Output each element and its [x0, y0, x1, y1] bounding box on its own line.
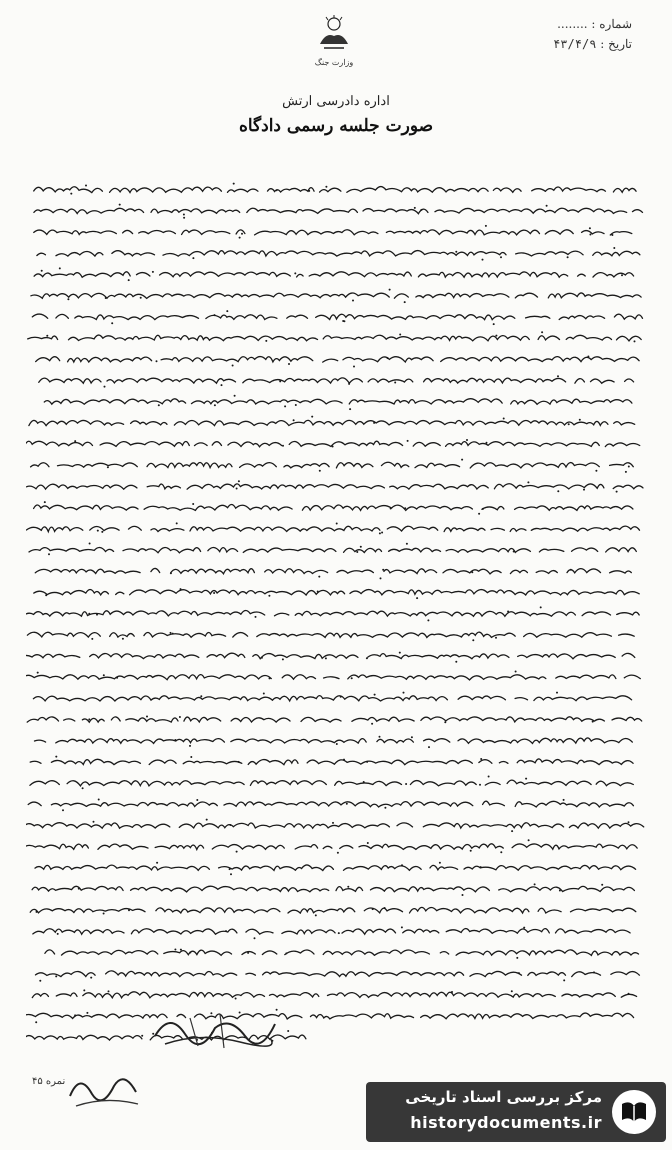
handwriting-dot	[57, 933, 59, 935]
handwritten-line	[33, 929, 630, 935]
handwriting-dot	[592, 721, 594, 723]
handwriting-dot	[486, 442, 488, 444]
lion-sun-emblem-icon	[312, 14, 356, 54]
handwriting-dot	[589, 227, 591, 229]
handwriting-dot	[103, 674, 105, 676]
handwriting-dot	[570, 569, 572, 571]
handwriting-dot	[111, 322, 113, 324]
handwriting-dot	[427, 619, 429, 621]
handwriting-dot	[268, 595, 270, 597]
handwriting-dot	[462, 894, 464, 896]
handwriting-dot	[254, 937, 256, 939]
handwriting-dot	[104, 386, 106, 388]
handwriting-dot	[379, 736, 381, 738]
handwriting-dot	[234, 395, 236, 397]
handwritten-line	[36, 357, 639, 363]
handwriting-dot	[628, 993, 630, 995]
handwriting-dot	[141, 1035, 143, 1037]
handwriting-dot	[265, 340, 267, 342]
handwritten-line	[34, 590, 639, 595]
handwriting-dot	[557, 375, 559, 377]
handwritten-line	[36, 971, 640, 977]
handwriting-dot	[567, 256, 569, 258]
handwriting-dot	[196, 799, 198, 801]
handwriting-dot	[523, 927, 525, 929]
handwriting-dot	[189, 745, 191, 747]
handwritten-line	[35, 950, 639, 956]
handwriting-dot	[601, 884, 603, 886]
ministry-label: وزارت جنگ	[314, 58, 354, 67]
handwriting-dot	[318, 576, 320, 578]
handwriting-dot	[546, 205, 548, 207]
handwriting-dot	[471, 571, 473, 573]
handwriting-dot	[263, 693, 265, 695]
handwriting-dot	[337, 852, 339, 854]
handwriting-dot	[325, 657, 327, 659]
handwriting-dot	[515, 671, 517, 673]
handwriting-dot	[67, 298, 69, 300]
handwriting-dot	[41, 270, 43, 272]
handwriting-dot	[46, 335, 48, 337]
handwriting-dot	[91, 638, 93, 640]
handwriting-dot	[503, 418, 505, 420]
handwriting-dot	[282, 445, 284, 447]
handwriting-dot	[239, 237, 241, 239]
watermark-name: مرکز بررسی اسناد تاریخی	[405, 1088, 602, 1106]
handwriting-dot	[540, 606, 542, 608]
handwriting-dot	[128, 279, 130, 281]
handwritten-line	[30, 780, 633, 786]
handwritten-line	[27, 484, 644, 489]
handwriting-svg	[26, 170, 648, 1060]
handwriting-dot	[96, 614, 98, 616]
handwriting-dot	[360, 546, 362, 548]
handwriting-dot	[269, 677, 271, 679]
handwritten-line	[39, 378, 634, 383]
handwritten-line	[30, 907, 636, 913]
handwriting-dot	[563, 799, 565, 801]
handwriting-dot	[233, 183, 235, 185]
handwriting-dot	[336, 523, 338, 525]
handwritten-line	[27, 632, 634, 637]
handwriting-dot	[225, 930, 227, 932]
handwriting-dot	[332, 822, 334, 824]
handwriting-dot	[189, 952, 191, 954]
handwriting-dot	[176, 522, 178, 524]
handwriting-dot	[332, 446, 334, 448]
handwriting-dot	[97, 530, 99, 532]
handwriting-dot	[394, 382, 396, 384]
handwriting-dot	[285, 952, 287, 954]
handwriting-dot	[119, 204, 121, 206]
handwriting-dot	[366, 761, 368, 763]
handwriting-dot	[340, 696, 342, 698]
handwriting-dot	[295, 404, 297, 406]
handwritten-line	[26, 675, 640, 680]
handwriting-dot	[74, 440, 76, 442]
handwriting-dot	[557, 490, 559, 492]
handwriting-dot	[311, 416, 313, 418]
handwriting-dot	[325, 186, 327, 188]
handwriting-dot	[170, 632, 172, 634]
handwritten-line	[26, 568, 631, 573]
handwritten-line	[26, 335, 641, 341]
handwriting-dot	[366, 657, 368, 659]
handwriting-dot	[507, 611, 509, 613]
handwriting-dot	[356, 551, 358, 553]
handwriting-dot	[363, 781, 365, 783]
handwriting-dot	[338, 932, 340, 934]
handwriting-dot	[230, 873, 232, 875]
handwriting-dot	[461, 459, 463, 461]
handwriting-dot	[287, 1030, 289, 1032]
handwriting-dot	[480, 758, 482, 760]
handwritten-line	[29, 420, 635, 425]
handwriting-dot	[229, 824, 231, 826]
handwriting-dot	[232, 365, 234, 367]
handwriting-dot	[48, 553, 50, 555]
handwriting-dot	[527, 481, 529, 483]
handwriting-dot	[568, 423, 570, 425]
handwriting-dot	[70, 193, 72, 195]
handwriting-dot	[401, 864, 403, 866]
handwriting-dot	[372, 908, 374, 910]
handwriting-dot	[525, 778, 527, 780]
handwriting-dot	[416, 597, 418, 599]
handwritten-body	[26, 170, 648, 1060]
handwriting-dot	[140, 297, 142, 299]
handwriting-dot	[308, 190, 310, 192]
handwriting-dot	[158, 404, 160, 406]
handwriting-dot	[485, 225, 487, 227]
handwriting-dot	[382, 569, 384, 571]
handwriting-dot	[353, 366, 355, 368]
handwritten-line	[33, 696, 631, 701]
handwriting-dot	[88, 718, 90, 720]
handwriting-dot	[180, 588, 182, 590]
watermark-banner	[366, 1082, 666, 1142]
handwriting-dot	[35, 1021, 37, 1023]
handwriting-dot	[405, 783, 407, 785]
handwriting-dot	[403, 692, 405, 694]
handwriting-dot	[579, 419, 581, 421]
handwriting-dot	[44, 501, 46, 503]
handwriting-dot	[613, 247, 615, 249]
handwriting-dot	[587, 356, 589, 358]
handwriting-dot	[146, 716, 148, 718]
handwritten-line	[35, 399, 632, 405]
handwriting-dot	[37, 672, 39, 674]
handwriting-dot	[214, 404, 216, 406]
handwriting-dot	[128, 909, 130, 911]
handwriting-dot	[261, 657, 263, 659]
handwriting-dot	[611, 234, 613, 236]
handwritten-line	[29, 548, 636, 553]
handwriting-dot	[288, 363, 290, 365]
handwriting-dot	[294, 272, 296, 274]
handwriting-dot	[528, 839, 530, 841]
handwriting-dot	[407, 440, 409, 442]
handwriting-dot	[513, 551, 515, 553]
page-number: نمره ۴۵	[32, 1076, 66, 1087]
handwriting-dot	[455, 661, 457, 663]
handwritten-line	[27, 992, 637, 998]
handwritten-line	[30, 759, 633, 765]
handwriting-dot	[559, 890, 561, 892]
handwriting-dot	[293, 419, 295, 421]
handwriting-dot	[625, 471, 627, 473]
handwriting-dot	[86, 1012, 88, 1014]
handwritten-line	[35, 738, 633, 743]
handwritten-line	[31, 293, 641, 298]
handwriting-dot	[621, 274, 623, 276]
handwriting-dot	[495, 637, 497, 639]
handwriting-dot	[444, 721, 446, 723]
handwriting-dot	[347, 886, 349, 888]
handwriting-dot	[389, 289, 391, 291]
handwritten-line	[32, 314, 642, 319]
handwriting-dot	[404, 507, 406, 509]
handwriting-dot	[183, 214, 185, 216]
handwritten-line	[26, 653, 635, 659]
handwriting-dot	[170, 572, 172, 574]
handwritten-line	[26, 526, 639, 531]
handwriting-dot	[279, 380, 281, 382]
handwriting-dot	[384, 907, 386, 909]
handwriting-dot	[595, 470, 597, 472]
handwriting-dot	[82, 787, 84, 789]
handwriting-dot	[55, 756, 57, 758]
handwriting-dot	[179, 716, 181, 718]
handwriting-dot	[190, 756, 192, 758]
handwriting-dot	[500, 256, 502, 258]
handwriting-dot	[406, 543, 408, 545]
handwriting-dot	[511, 990, 513, 992]
handwriting-dot	[39, 980, 41, 982]
handwriting-dot	[180, 949, 182, 951]
book-icon	[610, 1088, 658, 1136]
handwriting-dot	[284, 405, 286, 407]
handwriting-dot	[628, 466, 630, 468]
handwriting-dot	[482, 508, 484, 510]
handwritten-line	[34, 230, 632, 235]
handwriting-dot	[488, 776, 490, 778]
handwriting-dot	[380, 577, 382, 579]
handwriting-dot	[439, 862, 441, 864]
handwriting-dot	[628, 821, 630, 823]
handwriting-dot	[518, 972, 520, 974]
handwritten-line	[34, 187, 636, 193]
date-label: تاریخ	[608, 37, 632, 51]
handwriting-dot	[192, 257, 194, 259]
handwriting-dot	[384, 807, 386, 809]
handwriting-dot	[122, 638, 124, 640]
handwriting-dot	[152, 271, 154, 273]
handwritten-line	[28, 801, 633, 807]
handwritten-line	[28, 865, 636, 871]
handwriting-dot	[78, 888, 80, 890]
document-title: صورت جلسه رسمی دادگاه	[238, 116, 434, 136]
handwriting-dot	[45, 594, 47, 596]
handwriting-dot	[221, 384, 223, 386]
handwriting-dot	[98, 799, 100, 801]
handwriting-dot	[255, 616, 257, 618]
handwriting-dot	[93, 821, 95, 823]
handwriting-dot	[59, 267, 61, 269]
number-field: شماره : ........	[557, 17, 632, 31]
handwriting-dot	[174, 949, 176, 951]
header-meta	[462, 14, 632, 54]
handwriting-dot	[374, 694, 376, 696]
handwriting-dot	[88, 613, 90, 615]
handwriting-dot	[390, 508, 392, 510]
handwriting-dot	[200, 695, 202, 697]
handwriting-dot	[470, 850, 472, 852]
handwritten-line	[26, 1013, 634, 1019]
handwriting-dot	[589, 234, 591, 236]
handwriting-dot	[319, 470, 321, 472]
handwriting-dot	[451, 991, 453, 993]
handwriting-dot	[226, 310, 228, 312]
handwriting-dot	[90, 977, 92, 979]
handwriting-dot	[172, 633, 174, 635]
handwriting-dot	[399, 652, 401, 654]
handwritten-line	[34, 505, 633, 511]
handwriting-dot	[192, 503, 194, 505]
handwriting-dot	[282, 658, 284, 660]
handwriting-dot	[235, 998, 237, 1000]
handwriting-dot	[206, 819, 208, 821]
handwriting-dot	[74, 1014, 76, 1016]
handwriting-dot	[276, 189, 278, 191]
date-value: ۴۳/۴/۹	[553, 37, 597, 51]
handwriting-dot	[511, 830, 513, 832]
handwritten-line	[26, 610, 639, 616]
handwriting-dot	[213, 592, 215, 594]
handwriting-dot	[563, 979, 565, 981]
watermark-url[interactable]: historydocuments.ir	[410, 1113, 602, 1132]
handwritten-line	[31, 251, 640, 257]
handwriting-dot	[428, 746, 430, 748]
handwriting-dot	[593, 971, 595, 973]
handwriting-dot	[414, 207, 416, 209]
handwriting-dot	[404, 301, 406, 303]
handwriting-dot	[373, 422, 375, 424]
handwriting-dot	[482, 259, 484, 261]
handwriting-dot	[315, 914, 317, 916]
handwriting-dot	[55, 975, 57, 977]
date-field: تاریخ : ۴۳/۴/۹	[553, 37, 632, 51]
handwriting-dot	[399, 334, 401, 336]
handwriting-dot	[387, 357, 389, 359]
handwriting-dot	[236, 851, 238, 853]
handwriting-dot	[85, 185, 87, 187]
handwriting-dot	[183, 217, 185, 219]
handwriting-dot	[156, 360, 158, 362]
handwriting-dot	[466, 439, 468, 441]
handwritten-line	[26, 844, 637, 850]
handwriting-dot	[343, 759, 345, 761]
handwriting-dot	[351, 677, 353, 679]
handwriting-dot	[516, 957, 518, 959]
handwriting-dot	[348, 383, 350, 385]
number-label: شماره	[599, 17, 632, 31]
handwriting-dot	[236, 488, 238, 490]
handwritten-line	[32, 886, 634, 892]
handwriting-dot	[472, 639, 474, 641]
handwritten-line	[34, 272, 634, 277]
handwritten-line	[26, 823, 644, 829]
handwriting-dot	[493, 323, 495, 325]
handwriting-dot	[478, 513, 480, 515]
handwriting-dot	[479, 784, 481, 786]
handwriting-dot	[247, 952, 249, 954]
handwriting-dot	[214, 314, 216, 316]
handwriting-dot	[495, 335, 497, 337]
handwriting-dot	[346, 803, 348, 805]
handwriting-dot	[556, 692, 558, 694]
handwriting-dot	[480, 866, 482, 868]
handwriting-dot	[401, 926, 403, 928]
handwriting-dot	[105, 297, 107, 299]
handwriting-dot	[411, 736, 413, 738]
handwriting-dot	[379, 532, 381, 534]
handwriting-dot	[634, 340, 636, 342]
handwriting-dot	[420, 209, 422, 211]
handwritten-line	[31, 462, 634, 468]
handwriting-dot	[62, 809, 64, 811]
handwriting-dot	[371, 723, 373, 725]
handwriting-dot	[342, 320, 344, 322]
handwriting-dot	[116, 677, 118, 679]
handwriting-dot	[89, 543, 91, 545]
scribble-signature-left	[66, 1066, 146, 1114]
handwriting-dot	[238, 480, 240, 482]
handwriting-dot	[336, 743, 338, 745]
handwritten-line	[27, 717, 642, 722]
department-line: اداره دادرسی ارتش	[282, 94, 390, 109]
handwritten-line	[26, 208, 643, 213]
handwriting-dot	[616, 491, 618, 493]
handwriting-dot	[455, 251, 457, 253]
handwriting-dot	[36, 911, 38, 913]
handwriting-dot	[317, 591, 319, 593]
handwriting-dot	[108, 990, 110, 992]
handwriting-dot	[107, 466, 109, 468]
handwriting-dot	[83, 989, 85, 991]
handwriting-dot	[500, 851, 502, 853]
handwriting-dot	[229, 868, 231, 870]
handwriting-dot	[103, 913, 105, 915]
handwriting-dot	[541, 331, 543, 333]
handwriting-dot	[241, 233, 243, 235]
handwriting-dot	[349, 408, 351, 410]
handwriting-dot	[381, 532, 383, 534]
handwriting-dot	[367, 842, 369, 844]
handwriting-dot	[352, 300, 354, 302]
handwriting-dot	[101, 531, 103, 533]
handwriting-dot	[156, 862, 158, 864]
handwriting-dot	[174, 739, 176, 741]
handwriting-dot	[534, 883, 536, 885]
signature	[150, 1006, 280, 1056]
handwriting-dot	[238, 761, 240, 763]
handwriting-dot	[583, 489, 585, 491]
